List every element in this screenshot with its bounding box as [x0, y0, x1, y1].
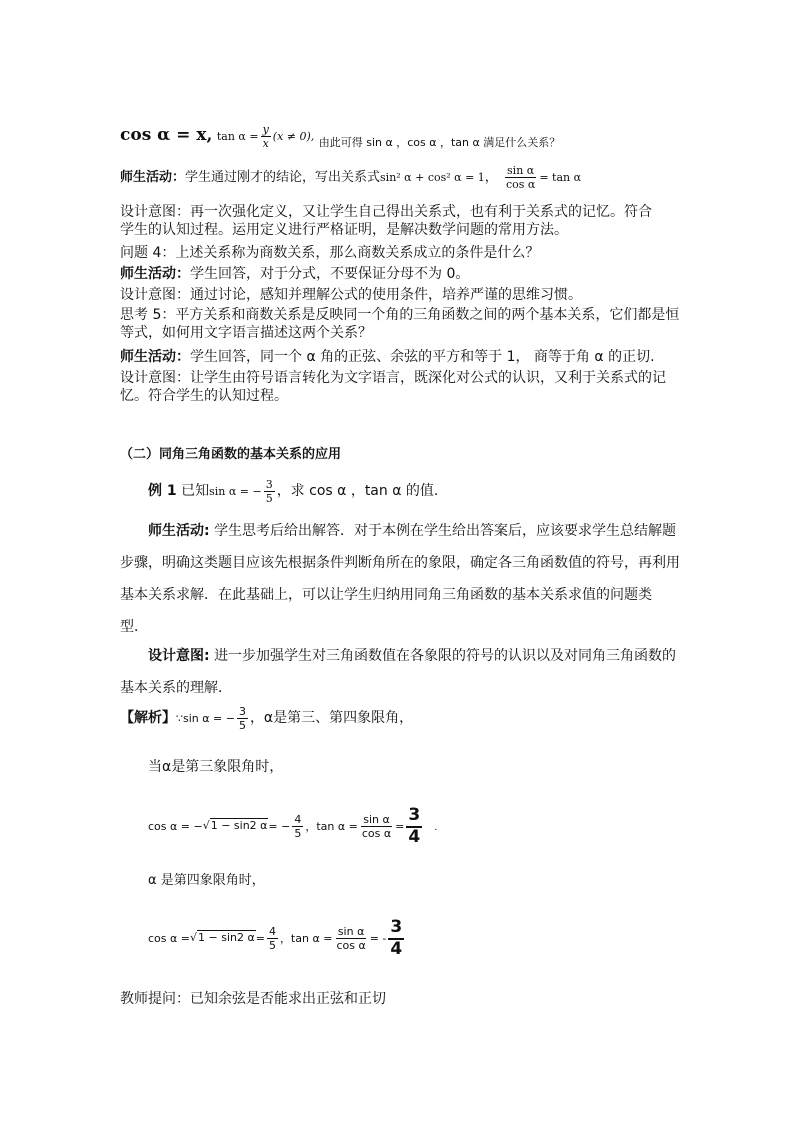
given-fraction	[264, 479, 275, 504]
teacher-activity-2	[120, 265, 469, 283]
line: 学生的认知过程。运用定义进行严格证明，是解决数学问题的常用方法。	[120, 222, 568, 238]
tan-lhs: ，tan α =	[305, 820, 358, 833]
question-4: 问题 4：上述关系称为商数关系，那么商数关系成立的条件是什么？	[120, 245, 540, 261]
line: 基本关系求解．在此基础上，可以让学生归纳用同角三角函数的基本关系求值的问题类	[120, 587, 652, 603]
line	[120, 640, 680, 672]
num: 3	[238, 704, 246, 718]
line: 等式，如何用文字语言描述这两个关系？	[120, 325, 372, 341]
line	[120, 515, 680, 547]
cos-definition: cos α = x,	[120, 125, 213, 145]
tan-value-fraction	[388, 916, 404, 959]
tan-ratio-fraction	[360, 814, 393, 839]
sqrt-expression: √1 − sin2 α	[189, 931, 255, 944]
teacher-activity-3	[120, 348, 655, 366]
analysis-label: 【解析】	[120, 710, 176, 726]
text: 学生思考后给出解答．对于本例在学生给出答案后，应该要求学生总结解题	[214, 523, 677, 539]
teacher-activity-4	[120, 515, 680, 643]
num: 4	[268, 924, 276, 938]
sqrt-expression: √1 − sin2 α	[202, 819, 268, 832]
tan-definition-lhs: tan α =	[216, 130, 259, 143]
text: 学生通过刚才的结论，写出关系式	[185, 170, 381, 185]
line: 设计意图：让学生由符号语言转化为文字语言，既深化对公式的认识，又利于关系式的记	[120, 370, 666, 386]
den: 5	[265, 491, 273, 505]
line: 基本关系的理解．	[120, 680, 232, 696]
quotient-fraction	[504, 165, 537, 190]
den: 5	[238, 718, 246, 732]
cos-value-fraction	[292, 814, 303, 839]
num: 3	[388, 919, 404, 940]
label: 师生活动：	[120, 349, 190, 365]
equals: = -	[369, 932, 387, 945]
label: 师生活动:	[148, 523, 210, 539]
num: sin α	[337, 924, 365, 938]
line: 思考 5：平方关系和商数关系是反映同一个角的三角函数之间的两个基本关系，它们都是恒	[120, 307, 680, 323]
den: 5	[294, 826, 302, 840]
num: 4	[294, 812, 302, 826]
text: ，α是第三、第四象限角，	[249, 710, 414, 726]
sin-given: sin α = −	[209, 485, 262, 498]
den: cos α	[336, 938, 366, 952]
think-5	[120, 306, 680, 342]
tan-value-fraction	[406, 804, 422, 847]
design-intent-2: 设计意图：通过讨论，感知并理解公式的使用条件，培养严谨的思维习惯。	[120, 287, 582, 303]
example-1	[148, 474, 438, 508]
den: 4	[408, 826, 421, 847]
design-intent-1	[120, 203, 680, 239]
period: .	[434, 822, 438, 833]
teacher-question: 教师提问：已知余弦是否能求出正弦和正切	[120, 991, 386, 1007]
analysis-line	[120, 700, 413, 736]
relation-question: 由此可得 sin α ，cos α ，tan α 满足什么关系？	[318, 136, 561, 149]
case-fourth-quadrant-intro: α 是第四象限角时，	[148, 873, 265, 888]
radicand: 1 − sin2 α	[198, 931, 255, 944]
den: cos α	[361, 826, 392, 840]
tan-lhs: ，tan α =	[279, 932, 333, 945]
square-identity: sin² α + cos² α = 1	[380, 171, 485, 184]
given-fraction	[237, 706, 248, 731]
case-third-quadrant-intro: 当α是第三象限角时，	[148, 759, 284, 775]
cos-lhs: cos α = −	[148, 820, 203, 833]
line: 步骤，明确这类题目应该先根据条件判断角所在的象限，确定各三角函数值的符号，再利用	[120, 555, 680, 571]
text: 学生回答，同一个 α 角的正弦、余弦的平方和等于 1， 商等于角 α 的正切.	[190, 349, 655, 365]
text: 学生回答，对于分式，不要保证分母不为 0。	[190, 266, 470, 282]
line: 设计意图：再一次强化定义，又让学生自己得出关系式，也有利于关系式的记忆。符合	[120, 204, 652, 220]
section-heading-2: （二）同角三角函数的基本关系的应用	[120, 447, 342, 462]
tan-den: x	[262, 136, 269, 150]
text: 已知	[181, 483, 210, 499]
radicand: 1 − sin2 α	[210, 819, 268, 832]
line: 忆。符合学生的认知过程。	[120, 388, 288, 404]
tan-num: y	[262, 122, 269, 136]
equals: = −	[268, 820, 291, 833]
tan-definition-fraction	[261, 124, 271, 149]
cos-lhs: cos α =	[148, 932, 190, 945]
cos-den: cos α	[505, 178, 536, 191]
case-third-quadrant-formula	[148, 800, 437, 852]
equals: =	[255, 932, 265, 945]
quotient-rhs: = tan α	[539, 171, 582, 184]
num: sin α	[363, 812, 390, 826]
den: 5	[268, 938, 276, 952]
den: 4	[390, 938, 403, 959]
text: 进一步加强学生对三角函数值在各象限的符号的认识以及对同角三角函数的	[214, 648, 677, 664]
design-intent-3	[120, 369, 680, 405]
tan-condition: (x ≠ 0),	[272, 130, 315, 143]
equals: =	[395, 820, 405, 833]
tan-ratio-fraction	[334, 926, 367, 951]
intro-formula-line	[120, 118, 560, 152]
cos-value-fraction	[267, 926, 278, 951]
teacher-activity-1	[120, 162, 581, 194]
num: 3	[265, 477, 273, 491]
text: ，求 cos α ，tan α 的值.	[276, 483, 439, 499]
label: 师生活动：	[120, 266, 190, 282]
num: 3	[406, 807, 422, 828]
design-intent-4	[120, 640, 680, 704]
because-clause: ∵sin α = −	[176, 712, 235, 725]
case-fourth-quadrant-formula	[148, 912, 406, 964]
line: 型．	[120, 619, 148, 635]
label: 师生活动：	[120, 170, 186, 185]
separator: ，	[484, 170, 498, 185]
label: 设计意图:	[148, 648, 210, 664]
sin-num: sin α	[507, 164, 535, 177]
example-label: 例 1	[148, 483, 177, 499]
